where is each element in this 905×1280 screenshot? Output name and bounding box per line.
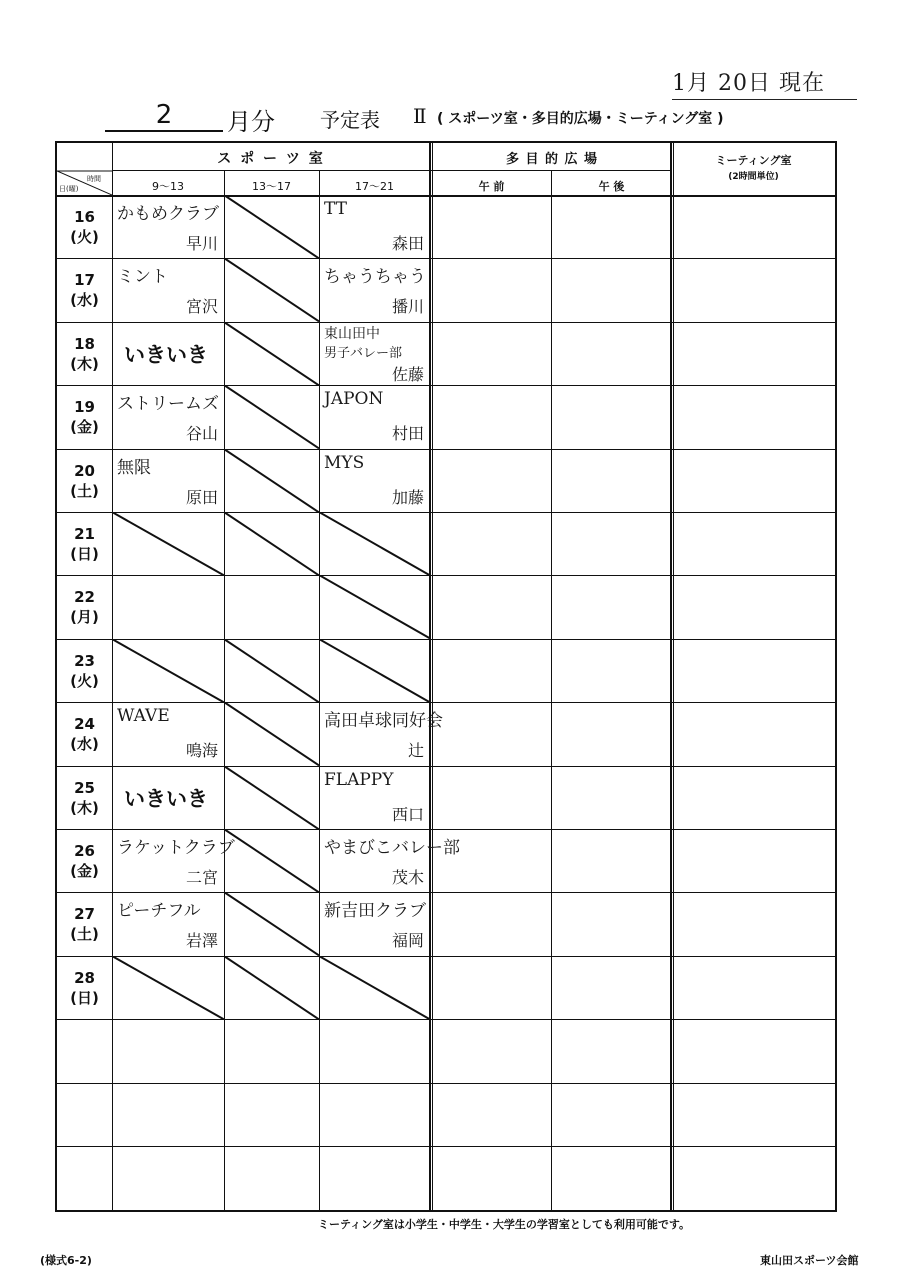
unavailable-slot-mark — [224, 258, 319, 321]
day-number: 25 — [74, 778, 95, 797]
booking-group-name: 無限 — [117, 457, 151, 478]
schedule-row — [57, 639, 835, 702]
unavailable-slot-mark — [112, 512, 224, 575]
booking-contact-name: 村田 — [391, 424, 424, 444]
day-label — [57, 587, 112, 627]
booking-group-name: ミント — [117, 267, 168, 288]
schedule-row — [57, 766, 835, 829]
month-value: 2 — [105, 100, 223, 132]
unavailable-slot-mark — [112, 639, 224, 702]
day-number: 19 — [74, 398, 95, 417]
booking-contact-name: 谷山 — [185, 424, 218, 444]
day-label — [57, 968, 112, 1008]
header-sports-room: ス ポ ー ツ 室 — [217, 151, 325, 167]
booking-contact-name: 西口 — [391, 804, 424, 824]
day-of-week: (日) — [70, 545, 99, 563]
booking-contact-name: 鳴海 — [185, 741, 218, 761]
unavailable-slot-mark — [319, 575, 430, 638]
schedule-row — [57, 385, 835, 448]
unavailable-slot-mark — [224, 956, 319, 1019]
unavailable-slot-mark — [224, 322, 319, 385]
unavailable-slot-mark — [224, 385, 319, 448]
booking-group-name: TT — [324, 199, 347, 219]
booking-group-name: MYS — [324, 452, 365, 473]
booking-contact-name: 宮沢 — [185, 297, 218, 317]
header-time-label: 時間 — [87, 175, 101, 183]
day-label — [57, 651, 112, 691]
unavailable-slot-mark — [224, 639, 319, 702]
schedule-row — [57, 258, 835, 321]
schedule-row — [57, 449, 835, 512]
schedule-row — [57, 956, 835, 1019]
schedule-row — [57, 829, 835, 892]
day-of-week: (月) — [70, 608, 99, 627]
header-day-label: 日(曜) — [59, 185, 79, 193]
booking-contact-name: 播川 — [391, 297, 424, 317]
day-of-week: (土) — [70, 925, 99, 944]
booking-contact-name: 佐藤 — [391, 364, 424, 384]
schedule-row — [57, 1146, 835, 1209]
grid-line-h — [112, 170, 672, 171]
day-number: 28 — [74, 968, 95, 987]
booking-group-name: ストリームズ — [117, 394, 219, 415]
booking-contact-name: 辻 — [407, 741, 424, 761]
day-label — [57, 207, 112, 247]
day-number: 18 — [74, 334, 95, 353]
booking-contact-name: 森田 — [391, 234, 424, 253]
booking-group-name: ちゃうちゃう — [324, 267, 426, 288]
day-label — [57, 841, 112, 881]
unavailable-slot-mark — [224, 892, 319, 955]
page-title: 予定表 — [320, 108, 380, 132]
schedule-row — [57, 575, 835, 638]
booking-contact-name: 原田 — [185, 487, 218, 507]
booking-group-name: 高田卓球同好会 — [324, 711, 443, 732]
slot-am: 午 前 — [478, 180, 505, 193]
schedule-row — [57, 1019, 835, 1082]
day-label — [57, 334, 112, 374]
day-of-week: (金) — [70, 418, 99, 437]
unavailable-slot-mark — [224, 512, 319, 575]
day-number: 21 — [74, 525, 95, 543]
day-number: 22 — [74, 588, 95, 607]
booking-printed: いきいき — [124, 342, 208, 367]
schedule-row — [57, 322, 835, 385]
booking-group-name: JAPON — [324, 389, 384, 410]
as-of-date: 1月 20日 現在 — [672, 66, 857, 100]
day-number: 23 — [74, 651, 95, 670]
day-number: 17 — [74, 271, 95, 290]
unavailable-slot-mark — [224, 195, 319, 258]
title-roman-numeral: Ⅱ — [413, 104, 427, 128]
day-of-week: (火) — [70, 228, 99, 246]
booking-group-name: ラケットクラブ — [117, 838, 235, 858]
day-number: 24 — [74, 715, 95, 734]
booking-group-name: FLAPPY — [324, 769, 394, 790]
schedule-row — [57, 892, 835, 955]
hall-name: 東山田スポーツ会館 — [760, 1254, 859, 1267]
unavailable-slot-mark — [224, 702, 319, 765]
slot-9-13: 9〜13 — [152, 180, 184, 193]
day-label — [57, 714, 112, 754]
header-corner-diagonal — [57, 143, 112, 195]
header-meeting-room: ミーティング室 — [715, 154, 792, 167]
slot-pm: 午 後 — [598, 180, 625, 193]
day-number: 16 — [74, 208, 95, 226]
unavailable-slot-mark — [319, 956, 430, 1019]
booking-group-name: WAVE — [117, 706, 170, 727]
header-multipurpose: 多 目 的 広 場 — [505, 152, 599, 167]
slot-17-21: 17〜21 — [355, 180, 394, 193]
day-label — [57, 524, 112, 564]
header-meeting-note: (2時間単位) — [728, 172, 779, 182]
slot-13-17: 13〜17 — [252, 180, 291, 193]
unavailable-slot-mark — [319, 512, 430, 575]
schedule-grid — [55, 141, 837, 1212]
booking-contact-name: 岩澤 — [185, 931, 218, 951]
day-of-week: (水) — [70, 735, 99, 754]
booking-group-name: 東山田中 — [324, 325, 380, 342]
booking-group-name: 新吉田クラブ — [324, 901, 426, 922]
day-label — [57, 461, 112, 501]
booking-contact-name: 二宮 — [185, 868, 218, 887]
form-number: (様式6-2) — [40, 1254, 92, 1267]
day-label — [57, 397, 112, 437]
schedule-row — [57, 195, 835, 258]
page-subtitle: ( スポーツ室・多目的広場・ミーティング室 ) — [437, 111, 724, 127]
day-of-week: (木) — [70, 798, 99, 817]
booking-printed: いきいき — [124, 786, 208, 811]
schedule-row — [57, 1083, 835, 1146]
booking-contact-name: 茂木 — [391, 868, 424, 887]
booking-contact-name: 福岡 — [391, 931, 424, 951]
booking-group-name: ピーチフル — [117, 901, 201, 922]
unavailable-slot-mark — [224, 829, 319, 892]
day-number: 20 — [74, 461, 95, 480]
booking-group-subname: 男子バレー部 — [324, 345, 403, 361]
day-label — [57, 904, 112, 944]
booking-group-name: かもめクラブ — [117, 204, 219, 224]
schedule-row — [57, 702, 835, 765]
day-number: 26 — [74, 842, 95, 860]
footer-note: ミーティング室は小学生・中学生・大学生の学習室としても利用可能です。 — [318, 1218, 691, 1231]
day-of-week: (日) — [70, 988, 99, 1007]
day-number: 27 — [74, 905, 95, 924]
day-of-week: (土) — [70, 481, 99, 500]
booking-group-name: やまびこバレー部 — [324, 838, 460, 858]
day-of-week: (水) — [70, 291, 99, 310]
month-label: 月分 — [227, 108, 275, 136]
booking-contact-name: 加藤 — [391, 487, 424, 507]
unavailable-slot-mark — [224, 766, 319, 829]
day-of-week: (金) — [70, 862, 99, 880]
unavailable-slot-mark — [319, 639, 430, 702]
day-label — [57, 270, 112, 310]
day-of-week: (火) — [70, 671, 99, 690]
schedule-row — [57, 512, 835, 575]
booking-contact-name: 早川 — [185, 234, 218, 253]
day-label — [57, 778, 112, 818]
unavailable-slot-mark — [224, 449, 319, 512]
day-of-week: (木) — [70, 354, 99, 373]
unavailable-slot-mark — [112, 956, 224, 1019]
